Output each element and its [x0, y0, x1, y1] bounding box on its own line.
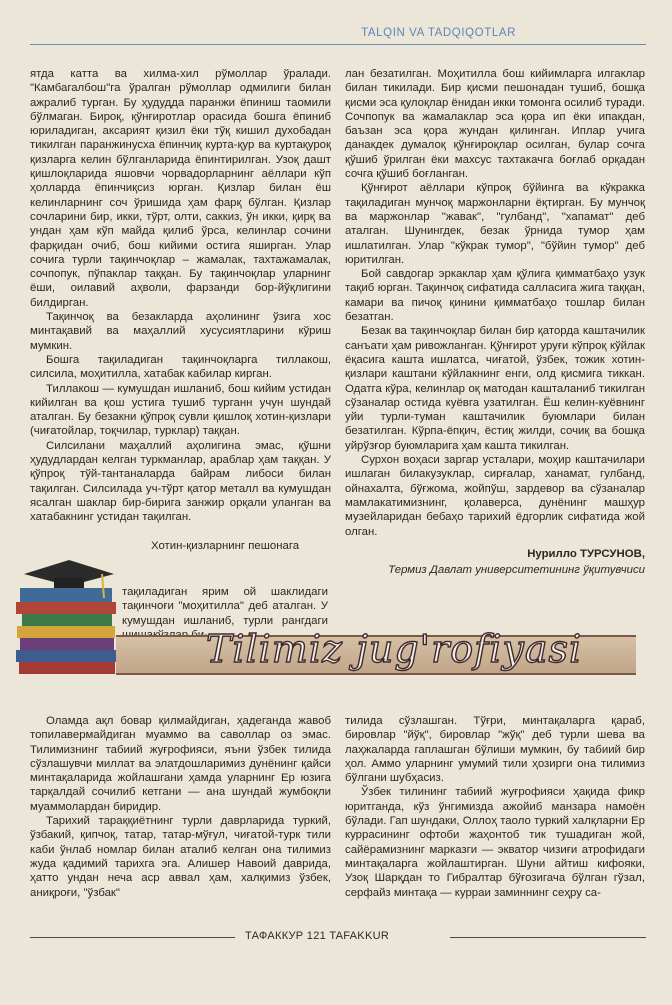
article2-right-column: [345, 714, 645, 900]
paragraph: Қўнғирот аёллари кўпроқ бўйинга ва кўкракка тақиладиган мунчоқ маржонларни ёқтирган. Бу мунчоқ ва маржонлар "жавак", "гулбанд", "хапамат" деб аталган. Шунингдек, безак ўрнида тумор ҳам ишлатилган. Улар "кўкрак тумор", "бўйин тумор" деб юритилган.: [345, 182, 645, 266]
paragraph: Оламда ақл бовар қилмайдиган, ҳадеганда жавоб топилавермайдиган муаммо ва саволлар оз эмас. Тилимизнинг табиий жуғрофияси, яъни ўзбек тилида сўзлашувчи миллат ва элатдошларимиз дунёнинг қайси минтақаларида жойлашгани ҳамда уларнинг Ер юзига тарқалдай сочилиб кетгани — ана шундай жумбоқли муаммолардан биридир.: [30, 715, 331, 813]
wrapped-paragraph: тақиладиган ярим ой шаклидаги тақинчоғи "моҳитилла" деб аталган. У кумушдан ишланиб, турли рангдаги: [122, 586, 328, 627]
book-spine: [16, 602, 116, 614]
paragraph: Тиллакош — кумушдан ишланиб, бош кийим устидан кийилган ва қош устига тушиб турганн учун шундай аталган. Бу безакни қўпроқ сувли қишлоқ хотин-қизлари (чиғатойлар, тоқчилар, турклар) таққан.: [30, 382, 331, 438]
paragraph: Безак ва тақинчоқлар билан бир қаторда каштачилик санъати ҳам ривожланган. Қўнғирот уруғи кўпроқ кўйлак ёқасига кашта ишлатса, чиғатой, ўзбек, тожик хотин-қизлари каштани кўйлакнинг енги, олд қисмига тиккан. Одатга кўра, келинлар оқ матодан кашталаниб тикилган сўзаналар остида куёвга узатилган. Ёш келин-куёвнинг уйи турли-туман каштачилик буюмлари билан безатилган. Кўрпа-ёпқич, ёстиқ жилди, сочиқ ва бошқа уйрўзғор буюмларига ҳам кашта тикилган.: [345, 325, 645, 452]
paragraph: Ўзбек тилининг табиий жуғрофияси ҳақида фикр юритганда, кўз ўнгимизда ажойиб манзара намоён бўлади. Гап шундаки, Оллоҳ таоло туркий халқларни Ер куррасининг офтоби жаҳонтоб тик тушадиган жой, сайёрамизнинг марказги — экватор чизиғи атрофидаги минтақаларга жойлаштирган. Шуни айтиш кифояки, Узоқ Шарқдан то Гибралтар бўғозигача бўлган гўзал, серфайз минтақа — курраи заминнинг сеҳру са-: [345, 786, 645, 899]
paragraph: ятда катта ва хилма-хил рўмоллар ўралади. "Камбагалбош"га ўралган рўмоллар одмилиги билан ажралиб турган. Бу ҳудудда паранжи ёпиниш таомили бўлмаган. Бироқ, қўнғиротлар орасида бошга ёпиниб юриладиган, аксарият қизил ёки тўқ кишил духобадан тикилган паранжинусха ёпинчиқ курта-қур ва куртақуроқ қизларга келин бўлганларида ёпинтирилган. Узоқ дашт қишлоқларида яшовчи чорвадорларнинг аёллари кўп ҳолларда ёпинчиқсиз юрган. Қизлар билан ёш келинларнинг соч ўришида ҳам фарқ бўлган. Қизлар сочларини бир, икки, тўрт, олти, саккиз, ўн икки, қирқ ва ундан ҳам кўп майда қилиб ўрса, келинлар сочини фарқидан очиб, бош кийими остига яширган. Улар сочига турли тақинчоқлар – жамалак, тахтажамалак, сочпопук, пўпаклар таққан. Бу тақинчоқлар уларнинг ёши, оилавий аҳволи, фарзанди бор-йўқлигини билдирган.: [30, 68, 331, 309]
article2-left-column: [30, 714, 331, 900]
article-right-column: [345, 67, 645, 577]
section-banner: [26, 619, 646, 689]
paragraph: Бой савдогар эркаклар ҳам қўлига қимматбаҳо узук тақиб юрган. Тақинчоқ сифатида салласига жига таққан, камари ва пичоқ қинини қимматбаҳо тошлар билан безатган.: [345, 268, 645, 324]
paragraph: Тақинчоқ ва безакларда аҳолининг ўзига хос минтақавий ва маҳаллий хусусиятларини кўриш мумкин.: [30, 311, 331, 352]
article-left-column: [30, 67, 331, 525]
paragraph: Тарихий тараққиётнинг турли даврларида туркий, ўзбакий, қипчоқ, татар, татар-мўғул, чиғатой-турк тили каби ўнлаб номлар билан аталиб келган она тилимиз жуда қадимий тарихга эга. Алишер Навоий даврида, ҳатто ундан неча аср аввал ҳам, халқимиз ўзбек, аниқроғи, "ўзбак": [30, 815, 331, 899]
author-affiliation: Термиз Давлат университетининг ўқитувчиси: [388, 564, 645, 577]
footer-rule: [30, 937, 235, 938]
paragraph: Сурхон воҳаси заргар усталари, моҳир каштачилари ишлаган билакузуклар, сирғалар, ханамат, гулбанд, ойнахалта, бўғжома, жойпўш, зардевор ва сўзаналар мамлакатимизнинг, қолаверса, дунёнинг машҳур музейларидан бебаҳо тарихий ёдгорлик сифатида жой олган.: [345, 454, 645, 538]
cap-base: [54, 578, 84, 588]
header-title: TALQIN VA TADQIQOTLAR: [361, 27, 516, 39]
footer-rule: [450, 937, 646, 938]
paragraph: тилида сўзлашган. Тўғри, минтақаларга қараб, бировлар "йўқ", бировлар "жўқ" деб турли шева ва лаҳжаларда гаплашган бўлиши мумкин, бу табиий бир ҳол. Аммо уларнинг умумий тили ҳозирги она тилимиз бўлгани шубҳасиз.: [345, 715, 645, 785]
running-header: [30, 24, 646, 45]
wrap-first-line: [135, 539, 331, 553]
paragraph: Силсилани маҳаллий аҳолигина эмас, қўшни ҳудудлардан келган туркманлар, араблар ҳам таққан. У қўпроқ тўй-тантаналарда байрам либоси билан тақилган. Силсилада уч-тўрт қатор металл ва кумушдан ясалган шаклар бир-бирига занжир орқали уланган ва хатабакнинг устидан тақилган.: [30, 439, 331, 524]
book-spine: [20, 588, 112, 602]
paragraph: лан безатилган. Моҳитилла бош кийимларга илгаклар билан тикилади. Бир қисми пешонадан тушиб, бошқа қисми эса қулоқлар ёнидан икки томонга осилиб туради. Сочпопук ва жамалаклар эса қора ип ёки ипакдан, баъзан эса қора жундан қилинган. Иплар учига данакдек думалоқ қўнғироқлар осилган, булар сочга қўшиб ўрилган ёки махсус тахтакачга боғлаб орқадан сочга қўшиб боғланган.: [345, 68, 645, 181]
author-name: Нурилло ТУРСУНОВ,: [527, 547, 645, 560]
paragraph: Хотин-қизларнинг пешонага: [151, 540, 300, 552]
page-footer: [30, 930, 646, 944]
paragraph: Бошга тақиладиган тақинчоқларга тиллакош, силсила, моҳитилла, хатабак кабилар кирган.: [30, 353, 331, 381]
footer-text: ТАФАККУР 121 TAFAKKUR: [245, 930, 390, 942]
section-title: Tilimiz jug'rofiyasi: [206, 627, 583, 671]
